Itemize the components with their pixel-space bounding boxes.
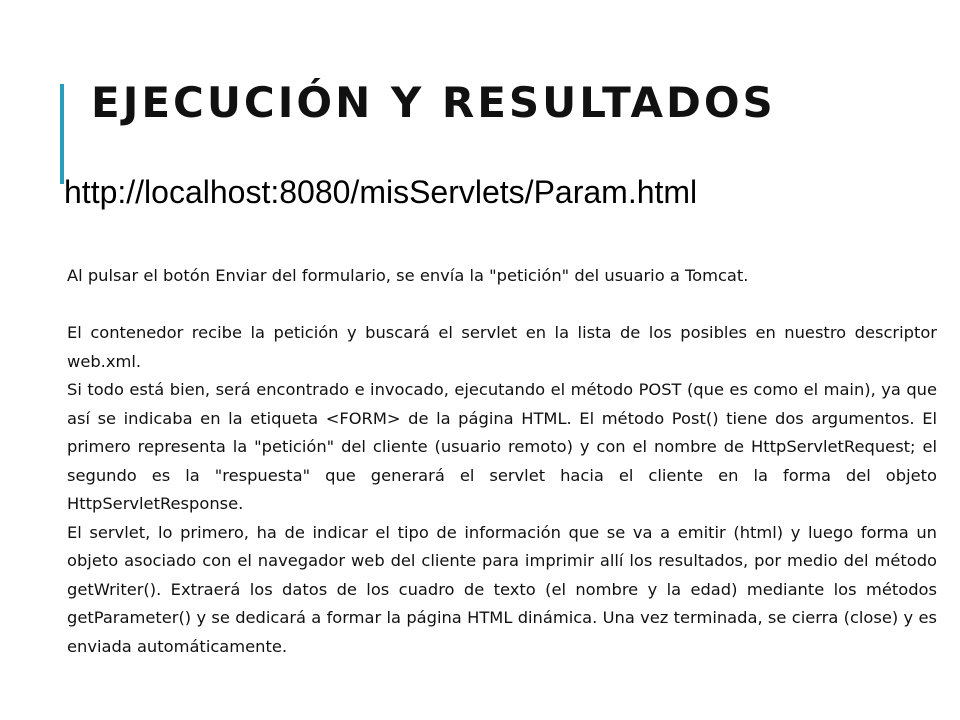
slide-title: EJECUCIÓN Y RESULTADOS (91, 78, 776, 127)
paragraph-3: Si todo está bien, será encontrado e invocado, ejecutando el método POST (que es como el main), ya que así se indicaba en la etiqueta <FORM> de la página HTML. El método Post() tiene dos argumentos. El primero representa la "petición" del cliente (usuario remoto) y con el nombre de HttpServletRequest; el segundo es la "respuesta" que generará el servlet hacia el cliente en la forma del objeto HttpServletResponse. (67, 380, 937, 513)
paragraph-4: El servlet, lo primero, ha de indicar el tipo de información que se va a emitir (html) y luego forma un objeto asociado con el navegador web del cliente para imprimir allí los resultados, por medio del método getWriter(). Extraerá los datos de los cuadro de texto (el nombre y la edad) mediante los métodos getParameter() y se dedicará a formar la página HTML dinámica. Una vez terminada, se cierra (close) y es enviada automáticamente. (67, 522, 937, 656)
body-text (67, 262, 937, 661)
title-accent-bar (60, 84, 64, 184)
paragraph-2: El contenedor recibe la petición y buscará el servlet en la lista de los posibles en nuestro descriptor web.xml. (67, 323, 937, 371)
url-text: http://localhost:8080/misServlets/Param.html (64, 174, 698, 210)
paragraph-1: Al pulsar el botón Enviar del formulario, se envía la "petición" del usuario a Tomcat. (67, 266, 749, 285)
